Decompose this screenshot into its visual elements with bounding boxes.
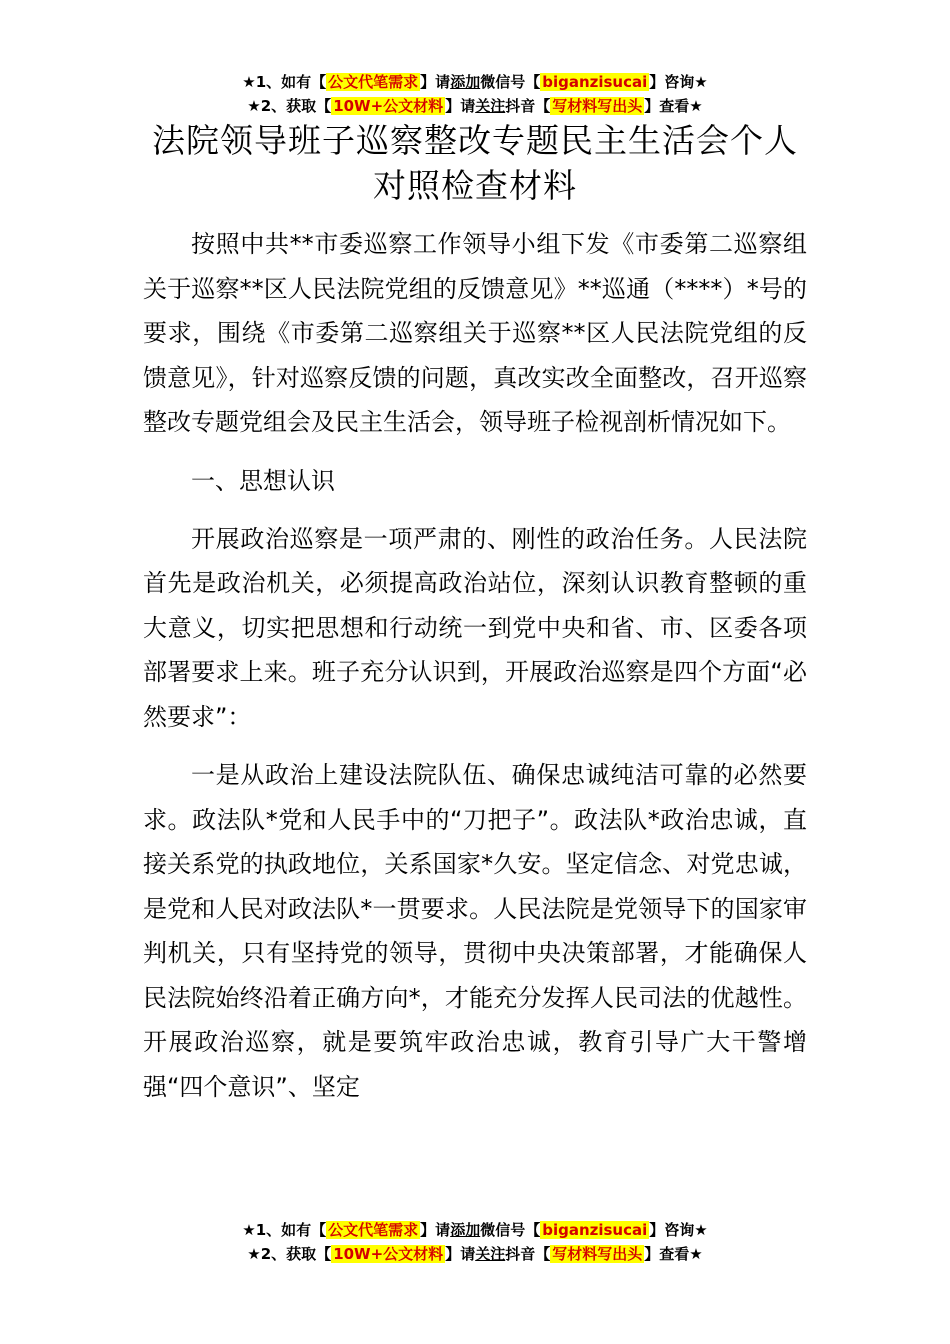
promo-text: ★1、如有【 <box>242 73 327 91</box>
promo-text: 】请 <box>445 1245 476 1263</box>
promo-underline: 添加 <box>450 73 481 91</box>
promo-text: 】咨询★ <box>649 73 708 91</box>
promo-line-2 <box>0 1242 950 1266</box>
promo-highlight: 写材料写出头 <box>552 97 643 115</box>
promo-text: 微信号【 <box>480 73 541 91</box>
promo-highlight: 公文代笔需求 <box>328 1221 419 1239</box>
promo-text: 】请 <box>420 1221 451 1239</box>
promo-highlight: biganzisucai <box>542 1221 648 1239</box>
body-paragraph: 一是从政治上建设法院队伍、确保忠诚纯洁可靠的必然要求。政法队*党和人民手中的“刀把子”。政法队*政治忠诚，直接关系党的执政地位，关系国家*久安。坚定信念、对党忠诚，是党和人民对政法队*一贯要求。人民法院是党领导下的国家审判机关，只有坚持党的领导，贯彻中央决策部署，才能确保人民法院始终沿着正确方向*，才能充分发挥人民司法的优越性。开展政治巡察，就是要筑牢政治忠诚，教育引导广大干警增强“四个意识”、坚定 <box>143 761 807 1101</box>
intro-paragraph: 按照中共**市委巡察工作领导小组下发《市委第二巡察组关于巡察**区人民法院党组的反馈意见》**巡通（****）*号的要求，围绕《市委第二巡察组关于巡察**区人民法院党组的反馈意见》，针对巡察反馈的问题，真改实改全面整改，召开巡察整改专题党组会及民主生活会，领导班子检视剖析情况如下。 <box>143 230 807 436</box>
body-paragraph: 开展政治巡察是一项严肃的、刚性的政治任务。人民法院首先是政治机关，必须提高政治站位，深刻认识教育整顿的重大意义，切实把思想和行动统一到党中央和省、市、区委各项部署要求上来。班子充分认识到，开展政治巡察是四个方面“必然要求”： <box>143 524 807 731</box>
promo-underline: 关注 <box>475 97 506 115</box>
document-title: 法院领导班子巡察整改专题民主生活会个人对照检查材料 <box>152 121 798 205</box>
promo-line-1 <box>0 1218 950 1242</box>
promo-highlight: 公文代笔需求 <box>328 73 419 91</box>
promo-text: 】请 <box>445 97 476 115</box>
promo-line-1 <box>0 70 950 94</box>
section-heading: 一、思想认识 <box>191 466 335 495</box>
promo-text: 】请 <box>420 73 451 91</box>
promo-text: ★2、获取【 <box>247 97 332 115</box>
promo-highlight: 10W+公文材料 <box>333 97 444 115</box>
promo-text: 微信号【 <box>480 1221 541 1239</box>
promo-highlight: biganzisucai <box>542 73 648 91</box>
promo-text: 抖音【 <box>505 1245 551 1263</box>
promo-text: ★1、如有【 <box>242 1221 327 1239</box>
promo-line-2 <box>0 94 950 118</box>
promo-text: 】咨询★ <box>649 1221 708 1239</box>
promo-banner-bottom <box>0 1218 950 1266</box>
document-body <box>143 222 807 1123</box>
promo-text: 抖音【 <box>505 97 551 115</box>
promo-highlight: 写材料写出头 <box>552 1245 643 1263</box>
promo-text: 】查看★ <box>644 97 703 115</box>
promo-text: 】查看★ <box>644 1245 703 1263</box>
promo-text: ★2、获取【 <box>247 1245 332 1263</box>
promo-underline: 添加 <box>450 1221 481 1239</box>
promo-banner-top <box>0 70 950 118</box>
promo-underline: 关注 <box>475 1245 506 1263</box>
promo-highlight: 10W+公文材料 <box>333 1245 444 1263</box>
